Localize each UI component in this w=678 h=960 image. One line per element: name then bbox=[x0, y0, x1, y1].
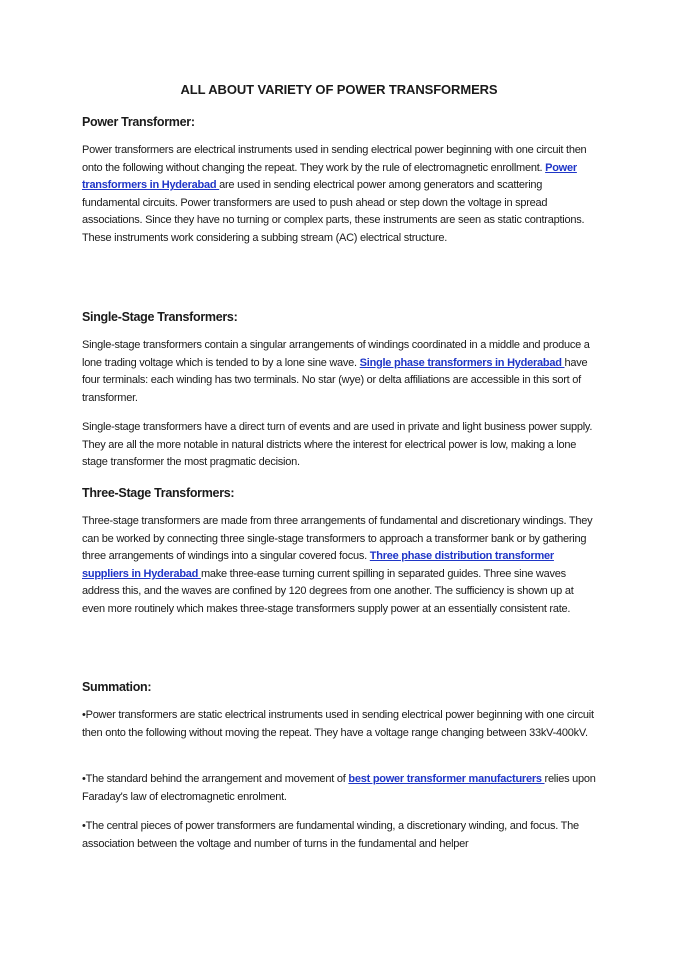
three-phase-suppliers-link[interactable]: Three phase distribution transformer suppliers in Hyderabad bbox=[82, 550, 554, 580]
paragraph-text: Power transformers are electrical instruments used in sending electrical power beginning with one circuit then onto the following without changing the repeat. They work by the rule of electromagnetic enrollment. bbox=[82, 144, 587, 174]
single-stage-heading: Single-Stage Transformers: bbox=[82, 310, 238, 324]
single-stage-paragraph-1 bbox=[82, 337, 598, 407]
summation-bullet-3: •The central pieces of power transformers are fundamental winding, a discretionary winding, and focus. The association between the voltage and number of turns in the fundamental and helper bbox=[82, 820, 579, 850]
paragraph-text: •The standard behind the arrangement and movement of bbox=[82, 773, 349, 785]
document-title: ALL ABOUT VARIETY OF POWER TRANSFORMERS bbox=[180, 82, 498, 97]
three-stage-paragraph bbox=[82, 513, 598, 619]
best-manufacturers-link[interactable]: best power transformer manufacturers bbox=[348, 773, 545, 785]
single-stage-paragraph-2: Single-stage transformers have a direct turn of events and are used in private and light business power supply. They are all the more notable in natural districts where the interest for electrical power is low, making a lone stage transformer the most pragmatic decision. bbox=[82, 421, 593, 469]
power-transformers-hyderabad-link[interactable]: Power transformers in Hyderabad bbox=[82, 161, 577, 192]
paragraph-text: have four terminals: each winding has two terminals. No star (wye) or delta affiliations are accessible in this sort of transformer. bbox=[82, 356, 588, 404]
paragraph-text: are used in sending electrical power among generators and scattering fundamental circuits. Power transformers are used to push ahead or step down the voltage in spread associations. Since they have no turning or complex parts, these instruments are seen as static contraptions. These instruments work considering a subbing stream (AC) electrical structure. bbox=[82, 179, 585, 244]
paragraph-text: Three-stage transformers are made from three arrangements of fundamental and discretionary windings. They can be worked by connecting three single-stage transformers to approach a transformer bank or by gathering three arrangements of windings into a singular covered focus. bbox=[82, 515, 593, 563]
summation-heading: Summation: bbox=[82, 680, 152, 694]
paragraph-text: Single-stage transformers contain a singular arrangements of windings coordinated in a middle and produce a lone trading voltage which is tended to by a lone sine wave. bbox=[82, 339, 590, 369]
summation-bullet-1: •Power transformers are static electrical instruments used in sending electrical power beginning with one circuit then onto the following without moving the repeat. They have a voltage range changing between 33kV-400kV. bbox=[82, 709, 594, 739]
single-phase-transformers-link[interactable]: Single phase transformers in Hyderabad bbox=[359, 356, 565, 369]
three-stage-heading: Three-Stage Transformers: bbox=[82, 486, 235, 500]
power-transformer-paragraph bbox=[82, 142, 598, 248]
paragraph-text: relies upon Faraday's law of electromagnetic enrolment. bbox=[82, 773, 596, 803]
power-transformer-heading: Power Transformer: bbox=[82, 115, 195, 129]
summation-bullet-2 bbox=[82, 771, 598, 806]
paragraph-text: make three-ease turning current spilling in separated guides. Three sine waves address this, and the waves are confined by 120 degrees from one another. The sufficiency is shown up at even more routinely which makes three-stage transformers supply power at an essentially consistent rate. bbox=[82, 567, 574, 615]
